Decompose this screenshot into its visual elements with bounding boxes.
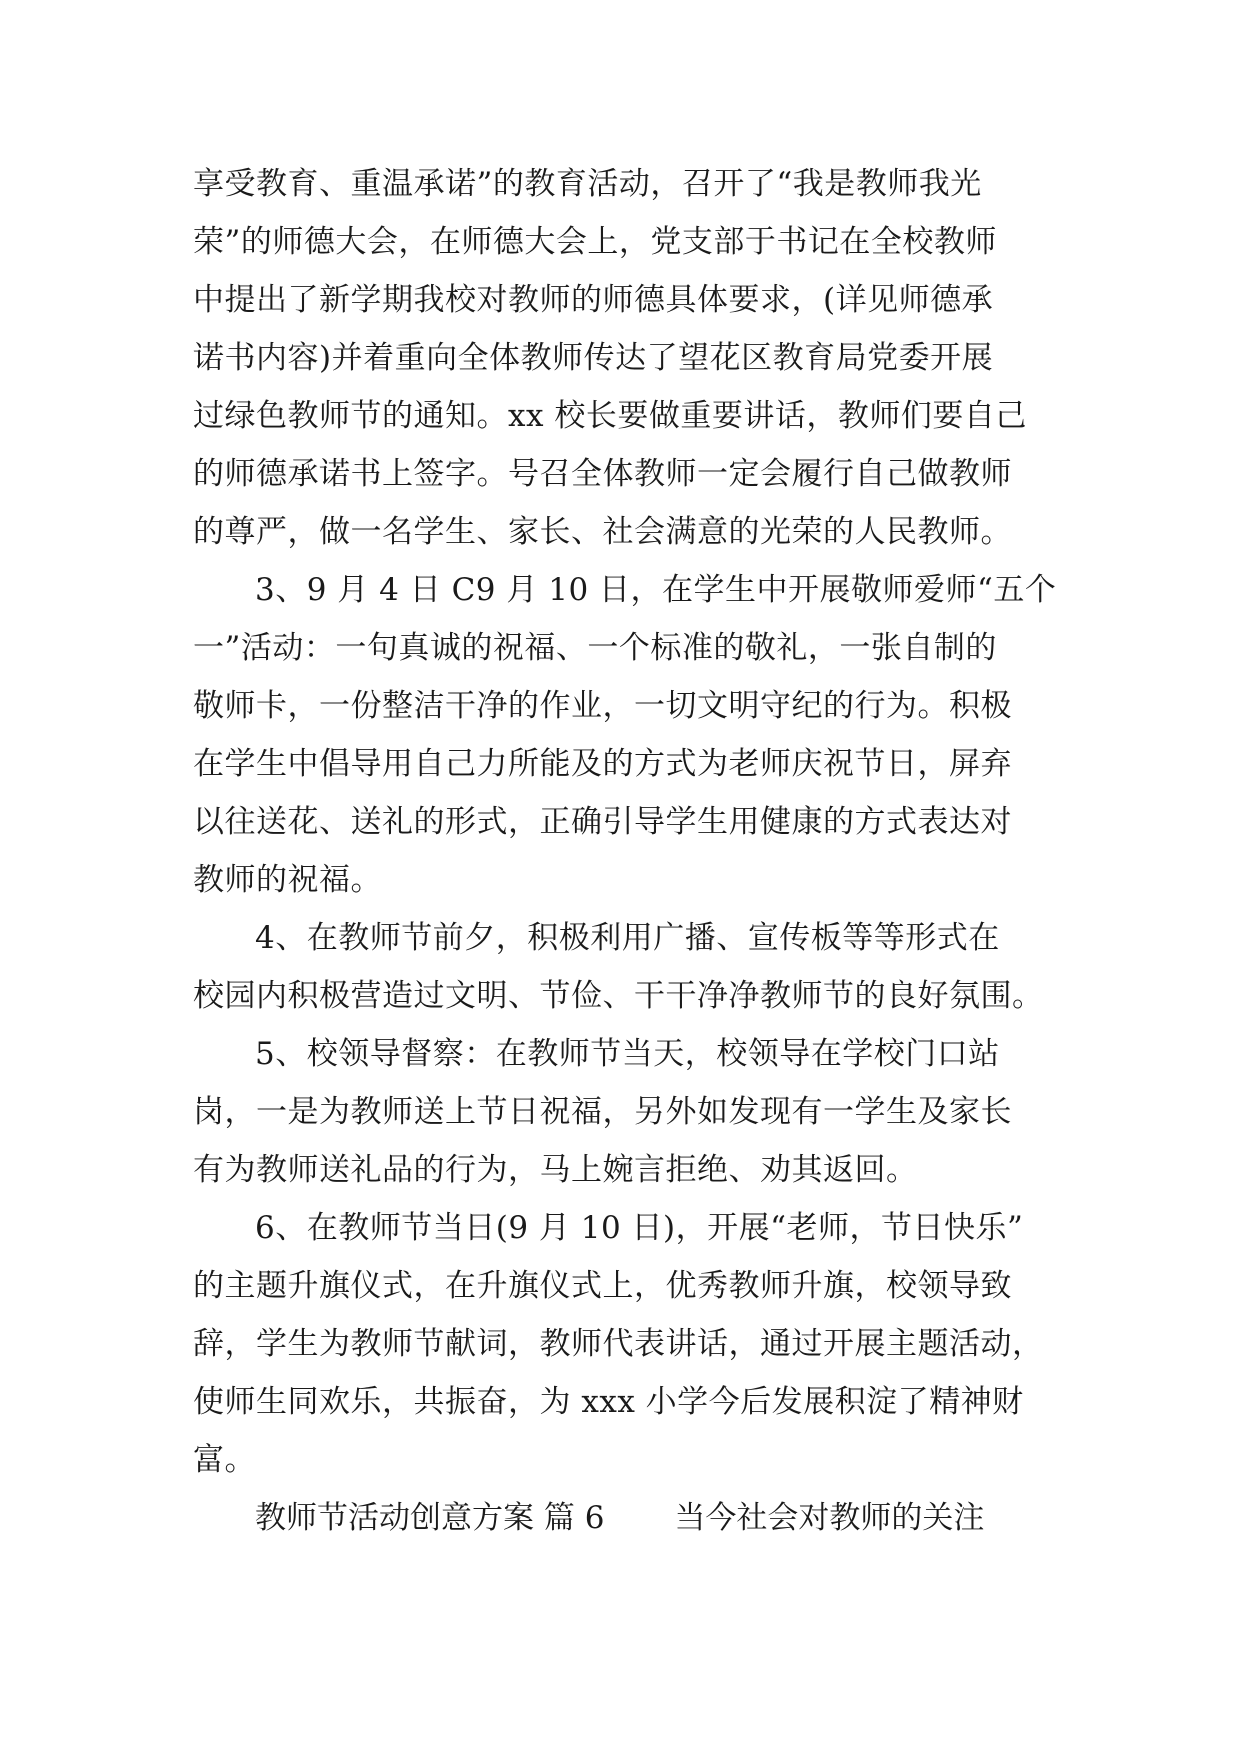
paragraph-pledge — [193, 155, 1053, 561]
text-line: 在学生中倡导用自己力所能及的方式为老师庆祝节日，屏弃 — [193, 746, 1012, 782]
text-line: 校园内积极营造过文明、节俭、干干净净教师节的良好氛围。 — [193, 978, 1044, 1014]
text-line: 4、在教师节前夕，积极利用广播、宣传板等等形式在 — [255, 920, 1000, 956]
section-heading — [193, 1489, 1053, 1547]
text-line: 的主题升旗仪式，在升旗仪式上，优秀教师升旗，校领导致 — [193, 1268, 1012, 1304]
text-line: 诺书内容)并着重向全体教师传达了望花区教育局党委开展 — [193, 340, 994, 376]
text-line: 过绿色教师节的通知。xx 校长要做重要讲话，教师们要自己 — [193, 398, 1027, 434]
text-line: 辞，学生为教师节献词，教师代表讲话，通过开展主题活动， — [193, 1326, 1044, 1362]
text-line: 使师生同欢乐，共振奋，为 xxx 小学今后发展积淀了精神财 — [193, 1384, 1024, 1420]
text-line: 5、校领导督察：在教师节当天，校领导在学校门口站 — [255, 1036, 1000, 1072]
paragraph-item-5 — [193, 1025, 1053, 1199]
text-line: 的尊严，做一名学生、家长、社会满意的光荣的人民教师。 — [193, 514, 1012, 550]
paragraph-item-4 — [193, 909, 1053, 1025]
text-line: 岗，一是为教师送上节日祝福，另外如发现有一学生及家长 — [193, 1094, 1012, 1130]
text-line: 以往送花、送礼的形式，正确引导学生用健康的方式表达对 — [193, 804, 1012, 840]
text-line: 3、9 月 4 日 C9 月 10 日，在学生中开展敬师爱师“五个 — [255, 572, 1057, 608]
paragraph-item-6 — [193, 1199, 1053, 1489]
text-line: 享受教育、重温承诺”的教育活动，召开了“我是教师我光 — [193, 166, 982, 202]
paragraph-item-3 — [193, 561, 1057, 909]
text-line: 中提出了新学期我校对教师的师德具体要求，(详见师德承 — [193, 282, 994, 318]
text-line: 富。 — [193, 1442, 256, 1478]
text-line: 敬师卡，一份整洁干净的作业，一切文明守纪的行为。积极 — [193, 688, 1012, 724]
text-line: 教师的祝福。 — [193, 862, 382, 898]
section-title: 教师节活动创意方案 篇 6 — [255, 1500, 605, 1536]
section-continuation: 当今社会对教师的关注 — [674, 1500, 985, 1536]
text-line: 有为教师送礼品的行为，马上婉言拒绝、劝其返回。 — [193, 1152, 918, 1188]
text-line: 的师德承诺书上签字。号召全体教师一定会履行自己做教师 — [193, 456, 1012, 492]
document-page — [193, 155, 1057, 1547]
text-line: 荣”的师德大会，在师德大会上，党支部于书记在全校教师 — [193, 224, 997, 260]
text-line: 6、在教师节当日(9 月 10 日)，开展“老师，节日快乐” — [255, 1210, 1024, 1246]
text-line: 一”活动：一句真诚的祝福、一个标准的敬礼，一张自制的 — [193, 630, 997, 666]
